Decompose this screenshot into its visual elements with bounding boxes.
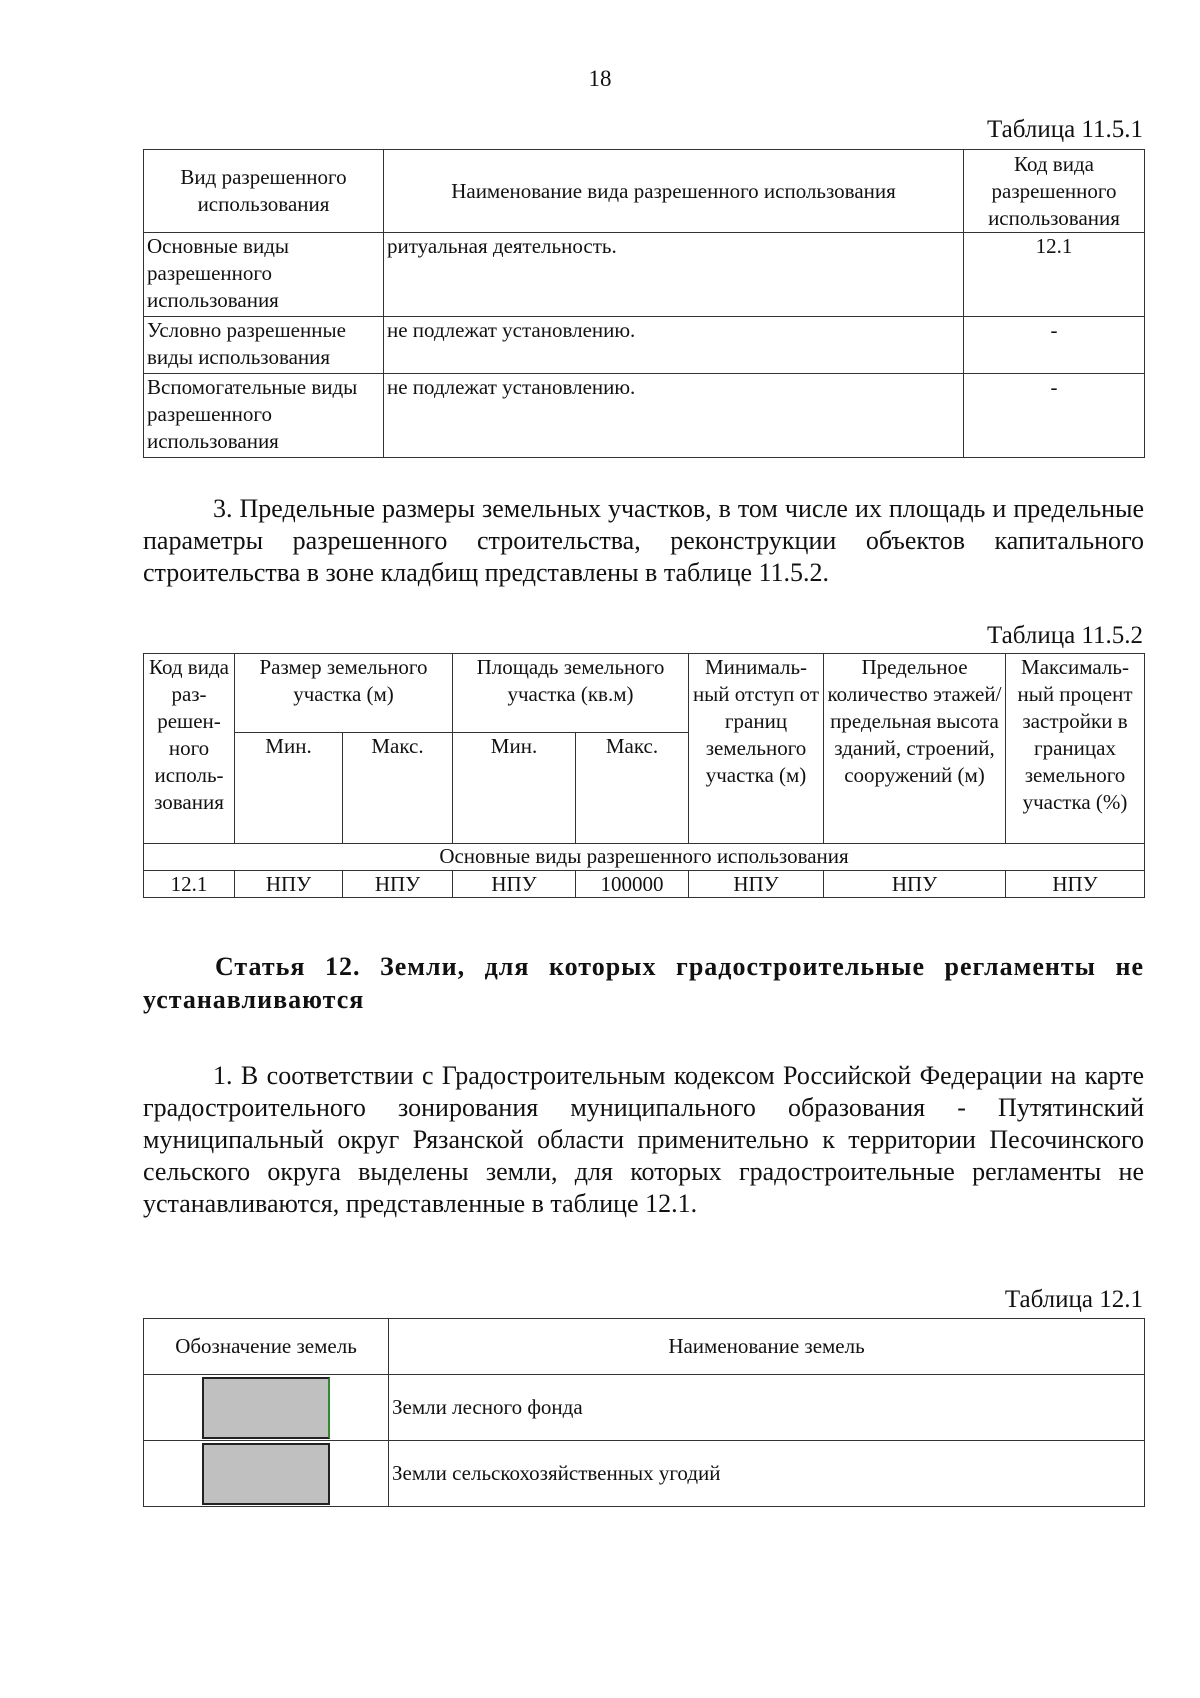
table-row — [144, 1375, 1145, 1441]
table-header-row — [144, 654, 1145, 733]
section-row — [144, 844, 1145, 871]
cell-area-max: 100000 — [576, 871, 689, 898]
cell-area-min: НПУ — [453, 871, 576, 898]
cell-symbol — [144, 1375, 389, 1441]
table-header-row — [144, 1319, 1145, 1375]
article-12-paragraph — [143, 1060, 1144, 1220]
cell-name: Земли сельскохозяйственных угодий — [389, 1441, 1145, 1507]
header-kind: Вид разрешенного использования — [144, 150, 384, 233]
header-size-max: Макс. — [343, 733, 453, 844]
paragraph-3 — [143, 493, 1144, 589]
header-code: Код вида разрешенного использования — [964, 150, 1145, 233]
paragraph-3-text: 3. Предельные размеры земельных участков, в том числе их площадь и предельные параметры разрешенного строительства, реконструкции объектов капитального строительства в зоне кладбищ представлены в таблице 11.5.2. — [143, 494, 1144, 587]
cell-size-max: НПУ — [343, 871, 453, 898]
page-number: 18 — [588, 66, 612, 91]
forest-fund-swatch — [202, 1377, 330, 1439]
header-code: Код вида раз- решен- ного исполь- зования — [144, 654, 235, 844]
header-size-min: Мин. — [235, 733, 343, 844]
header-min-setback: Минималь- ный отступ от границ земельного участка (м) — [689, 654, 824, 844]
cell-name: не подлежат установлению. — [384, 374, 964, 458]
table-row — [144, 1441, 1145, 1507]
cell-name: ритуальная деятельность. — [384, 233, 964, 317]
cell-size-min: НПУ — [235, 871, 343, 898]
table-11-5-2 — [143, 653, 1145, 898]
cell-floors: НПУ — [824, 871, 1006, 898]
cell-code: 12.1 — [964, 233, 1145, 317]
table-row — [144, 871, 1145, 898]
article-12-paragraph-text: 1. В соответствии с Градостроительным кодексом Российской Федерации на карте градостроительного зонирования муниципального образования - Путятинский муниципальный округ Рязанской области применительно к территории Песочинского сельского округа выделены земли, для которых градостроительные регламенты не устанавливаются, представленные в таблице 12.1. — [143, 1061, 1144, 1218]
header-max-floors: Предельное количество этажей/ предельная высота зданий, строений, сооружений (м) — [824, 654, 1006, 844]
header-plot-size: Размер земельного участка (м) — [235, 654, 453, 733]
table-12-1-caption: Таблица 12.1 — [1004, 1286, 1143, 1313]
cell-code: - — [964, 374, 1145, 458]
table-11-5-1-caption: Таблица 11.5.1 — [987, 116, 1143, 143]
header-name: Наименование вида разрешенного использования — [384, 150, 964, 233]
cell-coverage: НПУ — [1006, 871, 1145, 898]
table-header-row — [144, 150, 1145, 233]
cell-code: 12.1 — [144, 871, 235, 898]
cell-setback: НПУ — [689, 871, 824, 898]
cell-symbol — [144, 1441, 389, 1507]
header-area-max: Макс. — [576, 733, 689, 844]
section-label: Основные виды разрешенного использования — [144, 844, 1145, 871]
agricultural-land-swatch — [202, 1443, 330, 1505]
cell-kind: Вспомогательные виды разрешенного использования — [144, 374, 384, 458]
table-row — [144, 374, 1145, 458]
table-12-1 — [143, 1318, 1145, 1507]
table-11-5-1 — [143, 149, 1145, 458]
header-max-coverage: Максималь- ный процент застройки в границах земельного участка (%) — [1006, 654, 1145, 844]
header-plot-area: Площадь земельного участка (кв.м) — [453, 654, 689, 733]
header-area-min: Мин. — [453, 733, 576, 844]
cell-name: Земли лесного фонда — [389, 1375, 1145, 1441]
table-11-5-2-caption: Таблица 11.5.2 — [987, 622, 1143, 649]
cell-kind: Условно разрешенные виды использования — [144, 317, 384, 374]
header-name: Наименование земель — [389, 1319, 1145, 1375]
table-row — [144, 317, 1145, 374]
header-symbol: Обозначение земель — [144, 1319, 389, 1375]
cell-code: - — [964, 317, 1145, 374]
cell-name: не подлежат установлению. — [384, 317, 964, 374]
cell-kind: Основные виды разрешенного использования — [144, 233, 384, 317]
article-12-heading: Статья 12. Земли, для которых градостроительные регламенты не устанавливаются — [143, 952, 1144, 1014]
table-row — [144, 233, 1145, 317]
